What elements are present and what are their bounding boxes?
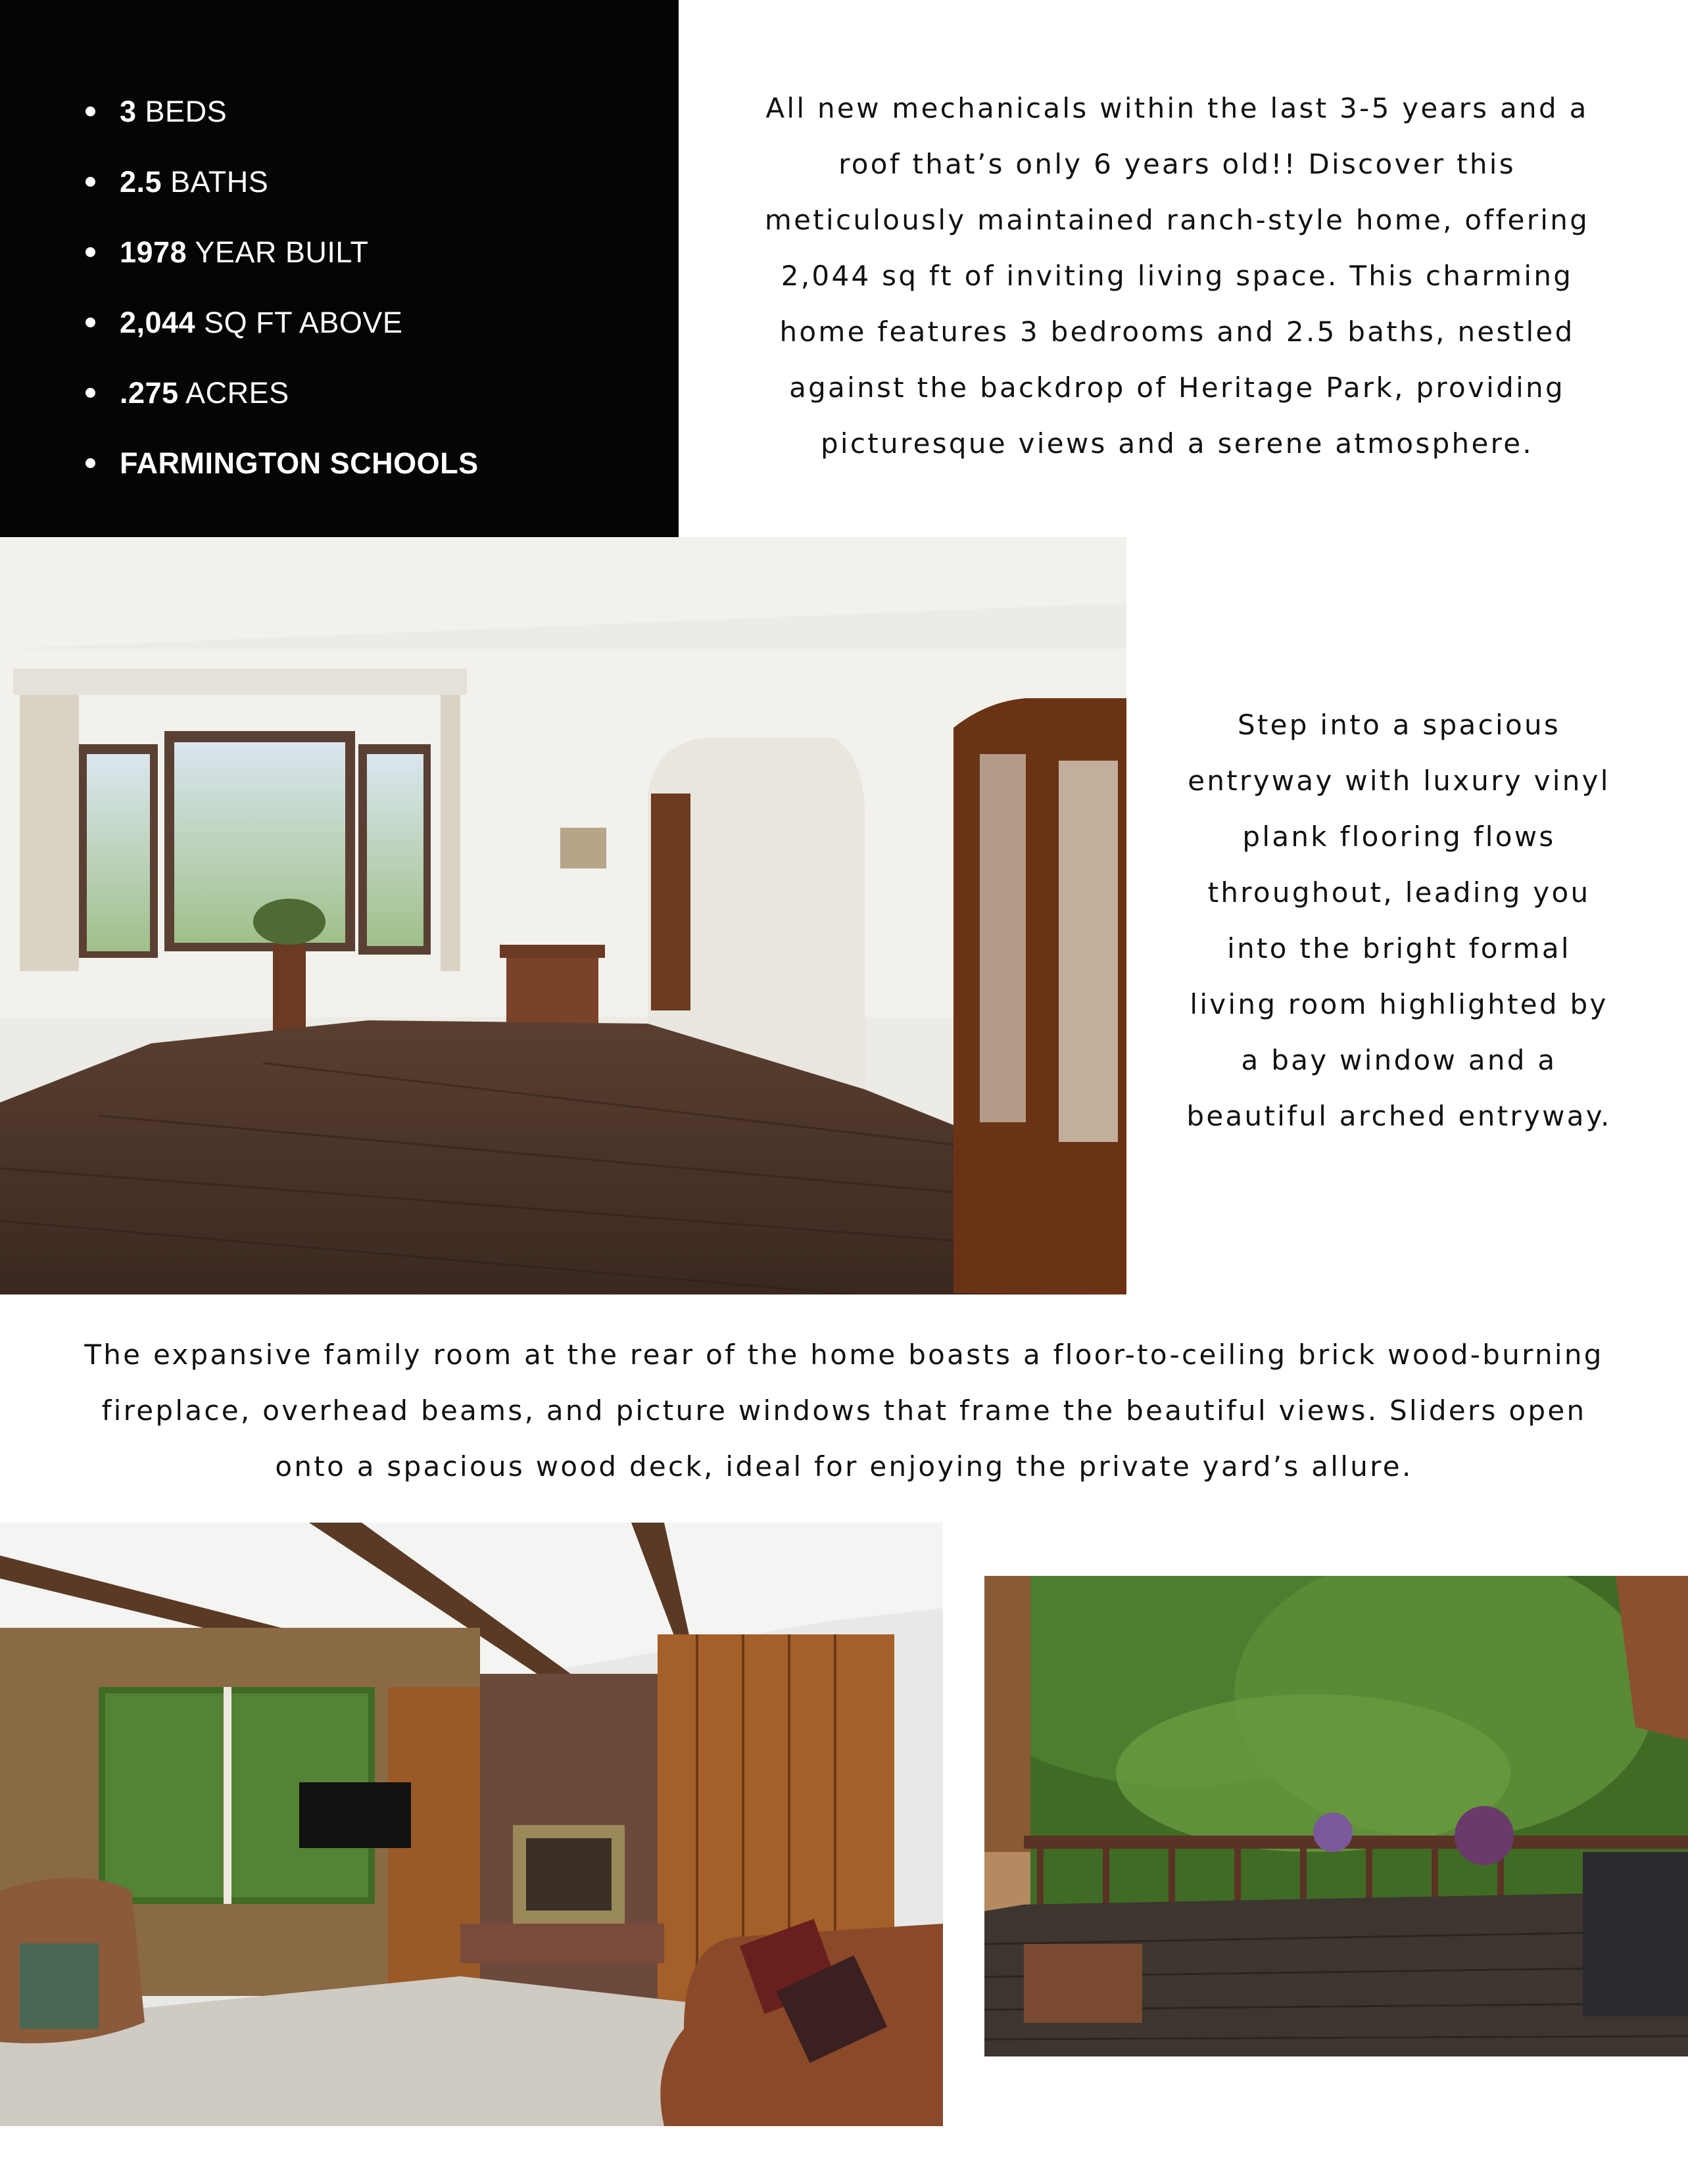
entry-line: throughout, leading you <box>1207 876 1591 909</box>
feature-value: 3 <box>120 95 137 128</box>
bullet-icon <box>85 458 95 468</box>
entry-line: Step into a spacious <box>1237 709 1561 741</box>
bullet-icon <box>85 177 95 187</box>
family-line: The expansive family room at the rear of the home boasts a floor-to-ceiling brick wood-burning <box>84 1339 1604 1371</box>
living-room-photo <box>0 537 1126 1294</box>
feature-acres <box>85 358 479 428</box>
feature-label: SQ FT ABOVE <box>204 306 403 339</box>
feature-label: BATHS <box>170 165 269 199</box>
feature-value: 2.5 <box>120 165 162 199</box>
feature-value: 2,044 <box>120 306 196 339</box>
bullet-icon <box>85 107 95 116</box>
entry-line: beautiful arched entryway. <box>1186 1100 1612 1132</box>
family-line: fireplace, overhead beams, and picture windows that frame the beautiful views. Sliders open <box>101 1394 1587 1427</box>
features-box <box>0 0 679 537</box>
feature-label: ACRES <box>185 376 289 410</box>
feature-schools <box>85 428 479 498</box>
family-room-paragraph <box>26 1327 1662 1494</box>
feature-label: FARMINGTON SCHOOLS <box>120 446 479 480</box>
entry-line: entryway with luxury vinyl <box>1188 765 1610 797</box>
feature-value: 1978 <box>120 235 187 269</box>
intro-line: meticulously maintained ranch-style home, offering <box>764 204 1590 236</box>
family-room-photo <box>0 1523 943 2126</box>
feature-year-built <box>85 217 479 287</box>
family-line: onto a spacious wood deck, ideal for enjoying the private yard’s allure. <box>275 1450 1413 1483</box>
intro-line: home features 3 bedrooms and 2.5 baths, nestled <box>779 316 1575 348</box>
intro-paragraph <box>730 80 1624 471</box>
entry-line: into the bright formal <box>1227 932 1571 964</box>
intro-line: against the backdrop of Heritage Park, providing <box>789 371 1565 404</box>
feature-label: YEAR BUILT <box>195 235 369 269</box>
feature-sqft <box>85 287 479 358</box>
entry-paragraph <box>1157 697 1641 1144</box>
intro-line: All new mechanicals within the last 3-5 years and a <box>765 92 1589 124</box>
bullet-icon <box>85 318 95 327</box>
feature-beds <box>85 76 479 147</box>
intro-line: roof that’s only 6 years old!! Discover this <box>838 148 1516 180</box>
feature-baths <box>85 147 479 217</box>
bullet-icon <box>85 247 95 257</box>
feature-value: .275 <box>120 376 179 410</box>
deck-photo <box>984 1576 1688 2056</box>
entry-line: plank flooring flows <box>1242 820 1556 853</box>
features-list <box>85 76 479 498</box>
intro-line: 2,044 sq ft of inviting living space. This charming <box>781 260 1574 292</box>
entry-line: living room highlighted by <box>1190 988 1608 1020</box>
entry-line: a bay window and a <box>1241 1044 1557 1076</box>
bullet-icon <box>85 388 95 398</box>
intro-line: picturesque views and a serene atmosphere. <box>820 427 1534 460</box>
feature-label: BEDS <box>145 95 228 128</box>
